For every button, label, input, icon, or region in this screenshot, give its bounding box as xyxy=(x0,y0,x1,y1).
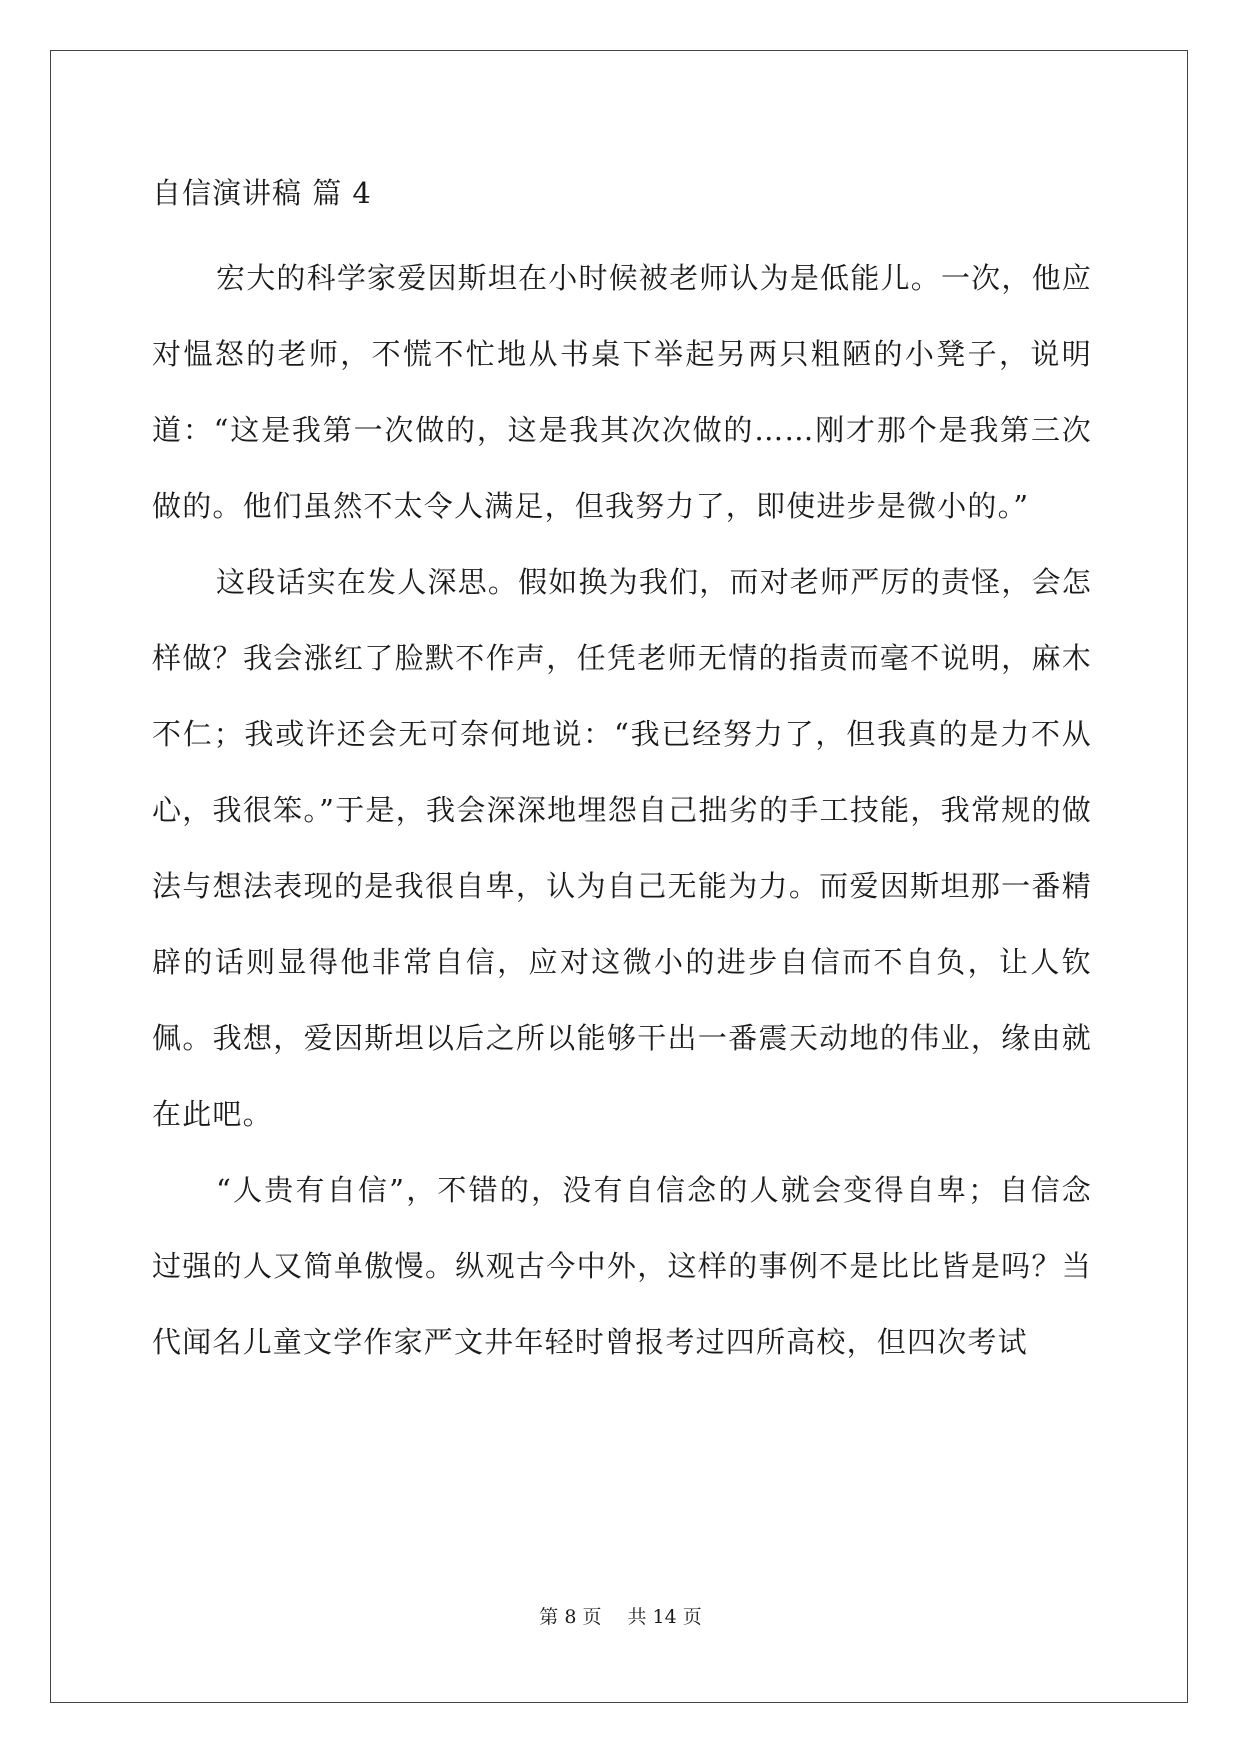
page-footer xyxy=(0,1605,1241,1629)
document-body xyxy=(152,165,1092,1380)
document-title: 自信演讲稿 篇 4 xyxy=(152,176,372,210)
page-number: 第 8 页 xyxy=(539,1606,602,1628)
paragraph-2: 这段话实在发人深思。假如换为我们，而对老师严厉的责怪，会怎样做？我会涨红了脸默不作声，任凭老师无情的指责而毫不说明，麻木不仁；我或许还会无可奈何地说：“我已经努力了，但我真的是力不从心，我很笨。”于是，我会深深地埋怨自己拙劣的手工技能，我常规的做法与想法表现的是我很自卑，认为自己无能为力。而爱因斯坦那一番精辟的话则显得他非常自信，应对这微小的进步自信而不自负，让人钦佩。我想，爱因斯坦以后之所以能够干出一番震天动地的伟业，缘由就在此吧。 xyxy=(152,565,1092,1131)
paragraph-1: 宏大的科学家爱因斯坦在小时候被老师认为是低能儿。一次，他应对愠怒的老师，不慌不忙地从书桌下举起另两只粗陋的小凳子，说明道：“这是我第一次做的，这是我其次次做的……刚才那个是我第三次做的。他们虽然不太令人满足，但我努力了，即使进步是微小的。” xyxy=(152,261,1092,523)
page-total: 共 14 页 xyxy=(627,1606,702,1628)
paragraph-3: “人贵有自信”，不错的，没有自信念的人就会变得自卑；自信念过强的人又简单傲慢。纵观古今中外，这样的事例不是比比皆是吗？当代闻名儿童文学作家严文井年轻时曾报考过四所高校，但四次考试 xyxy=(152,1173,1092,1359)
